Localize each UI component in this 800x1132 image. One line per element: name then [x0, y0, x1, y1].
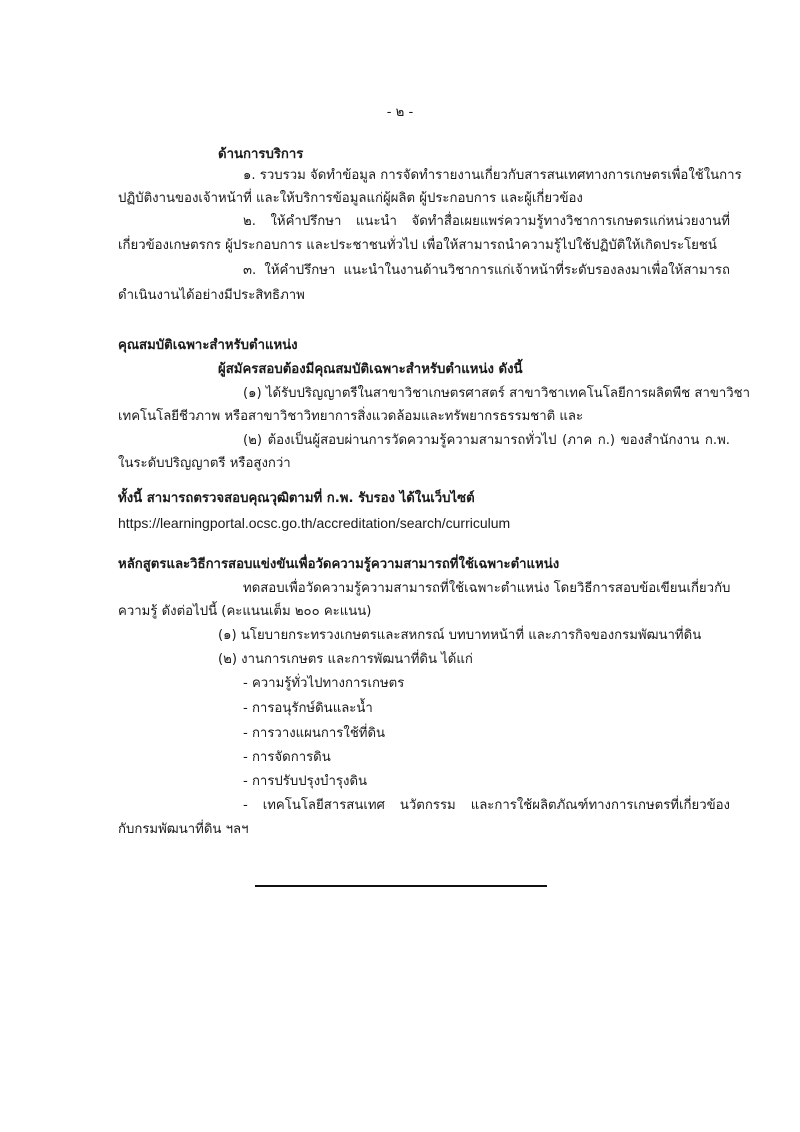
exam-bullet-2: - การอนุรักษ์ดินและน้ำ — [243, 701, 373, 716]
accreditation-note: ทั้งนี้ สามารถตรวจสอบคุณวุฒิตามที่ ก.พ. รับรอง ได้ในเว็บไซต์ — [118, 491, 475, 506]
qualifications-subheading: ผู้สมัครสอบต้องมีคุณสมบัติเฉพาะสำหรับตำแหน่ง ดังนี้ — [218, 362, 523, 377]
exam-bullet-5: - การปรับปรุงบำรุงดิน — [243, 774, 368, 789]
accreditation-url[interactable]: https://learningportal.ocsc.go.th/accreditation/search/curriculum — [118, 515, 511, 531]
service-item-1-line1: ๑. รวบรวม จัดทำข้อมูล การจัดทำรายงานเกี่ยวกับสารสนเทศทางการเกษตรเพื่อใช้ในการ — [243, 168, 742, 183]
exam-bullet-4: - การจัดการดิน — [243, 750, 331, 765]
service-item-2-line1: ๒. ให้คำปรึกษา แนะนำ จัดทำสื่อเผยแพร่ความรู้ทางวิชาการเกษตรแก่หน่วยงานที่ — [243, 214, 730, 229]
exam-item-2: (๒) งานการเกษตร และการพัฒนาที่ดิน ได้แก่ — [218, 652, 473, 667]
exam-bullet-6: - เทคโนโลยีสารสนเทศ นวัตกรรม และการใช้ผลิตภัณฑ์ทางการเกษตรที่เกี่ยวข้อง — [243, 798, 730, 813]
service-item-2-line2: เกี่ยวข้องเกษตรกร ผู้ประกอบการ และประชาชนทั่วไป เพื่อให้สามารถนำความรู้ไปใช้ปฏิบัติให้เกิดประโยชน์ — [118, 238, 717, 253]
qualifications-heading: คุณสมบัติเฉพาะสำหรับตำแหน่ง — [118, 338, 298, 353]
exam-item-1: (๑) นโยบายกระทรวงเกษตรและสหกรณ์ บทบาทหน้าที่ และภารกิจของกรมพัฒนาที่ดิน — [218, 628, 702, 643]
service-item-3-line2: ดำเนินงานได้อย่างมีประสิทธิภาพ — [118, 288, 305, 303]
exam-bullet-6-continuation: กับกรมพัฒนาที่ดิน ฯลฯ — [118, 822, 249, 837]
page-number: - ๒ - — [386, 105, 414, 120]
service-item-3-line1: ๓. ให้คำปรึกษา แนะนำในงานด้านวิชาการแก่เจ้าหน้าที่ระดับรองลงมาเพื่อให้สามารถ — [243, 263, 730, 278]
services-heading: ด้านการบริการ — [218, 147, 304, 162]
qualification-item-1-line2: เทคโนโลยีชีวภาพ หรือสาขาวิชาวิทยาการสิ่งแวดล้อมและทรัพยากรธรรมชาติ และ — [118, 409, 584, 424]
exam-heading: หลักสูตรและวิธีการสอบแข่งขันเพื่อวัดความรู้ความสามารถที่ใช้เฉพาะตำแหน่ง — [118, 557, 560, 572]
exam-intro-line2: ความรู้ ดังต่อไปนี้ (คะแนนเต็ม ๒๐๐ คะแนน) — [118, 604, 372, 619]
qualification-item-2-line1: (๒) ต้องเป็นผู้สอบผ่านการวัดความรู้ความสามารถทั่วไป (ภาค ก.) ของสำนักงาน ก.พ. — [243, 433, 730, 448]
qualification-item-1-line1: (๑) ได้รับปริญญาตรีในสาขาวิชาเกษตรศาสตร์ สาขาวิชาเทคโนโลยีการผลิตพืช สาขาวิชา — [243, 386, 751, 401]
service-item-1-line2: ปฏิบัติงานของเจ้าหน้าที่ และให้บริการข้อมูลแก่ผู้ผลิต ผู้ประกอบการ และผู้เกี่ยวข้อง — [118, 191, 583, 206]
qualification-item-2-line2: ในระดับปริญญาตรี หรือสูงกว่า — [118, 456, 291, 471]
end-divider-line — [255, 885, 547, 887]
exam-bullet-1: - ความรู้ทั่วไปทางการเกษตร — [243, 676, 405, 691]
exam-intro-line1: ทดสอบเพื่อวัดความรู้ความสามารถที่ใช้เฉพาะตำแหน่ง โดยวิธีการสอบข้อเขียนเกี่ยวกับ — [243, 581, 731, 596]
exam-bullet-3: - การวางแผนการใช้ที่ดิน — [243, 726, 386, 741]
